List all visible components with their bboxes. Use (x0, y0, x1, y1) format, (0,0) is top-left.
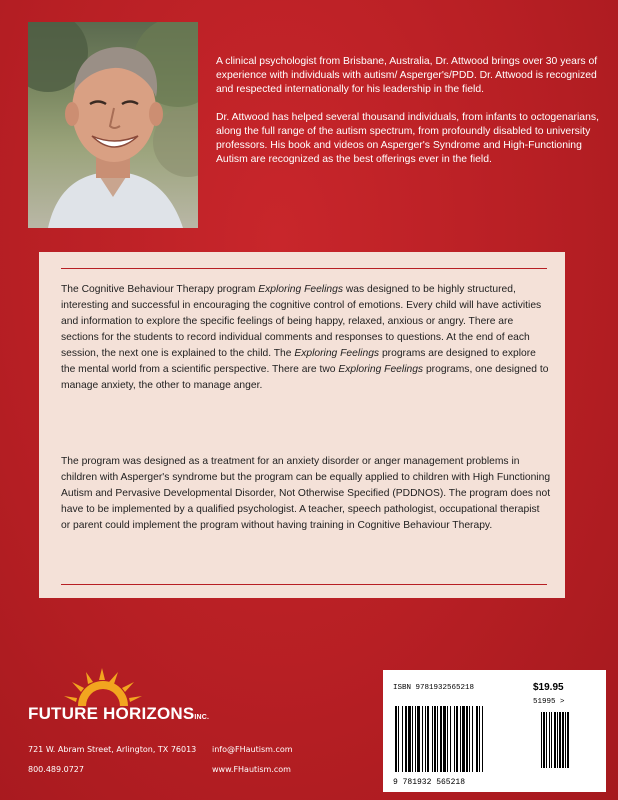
barcode-bar (434, 706, 436, 772)
barcode-bar (412, 706, 413, 772)
barcode-bar (450, 706, 451, 772)
barcode-bar (440, 706, 442, 772)
barcode-bar (427, 706, 429, 772)
barcode-addon-bar (554, 712, 556, 768)
text-span: programs, one designed to manage anxiety, the other to manage anger. (61, 364, 549, 391)
publisher-website[interactable]: www.FHautism.com (212, 765, 291, 774)
bio-paragraph-2: Dr. Attwood has helped several thousand individuals, from infants to octogenarians, along the full range of the autism spectrum, from profoundly disabled to university professors. His book and videos on Asperger's Syndrome and High-Functioning Autism are recognized as the best offerings ever in the field. (216, 112, 599, 165)
barcode-bar (456, 706, 458, 772)
text-span: The Cognitive Behaviour Therapy program (61, 284, 259, 295)
barcode-addon-bar (562, 712, 564, 768)
barcode-bar (469, 706, 470, 772)
barcode-bar (472, 706, 473, 772)
barcode-addon-bar (541, 712, 542, 768)
barcode-addon-bar (565, 712, 566, 768)
barcode-number: 9 781932 565218 (393, 778, 466, 787)
barcode-bar (408, 706, 411, 772)
author-bio (216, 55, 600, 181)
program-title: Exploring Feelings (294, 348, 380, 359)
author-photo (28, 22, 198, 228)
text-span: was designed to be highly structured, interesting and successful in encouraging the cognitive control of emotions. Every child will have activities and information to explore the specific feelings of being happy, relaxed, anxious or angry. There are sections for the students to record individual comments and responses to questions. At the end of each session, the next one is explained to the child. The (61, 284, 542, 359)
publisher-name (28, 704, 209, 724)
barcode-bar (479, 706, 480, 772)
barcode-bar (460, 706, 461, 772)
barcode-bar (422, 706, 423, 772)
publisher-address: 721 W. Abram Street, Arlington, TX 76013 (28, 745, 197, 754)
barcode-bar (443, 706, 446, 772)
barcode-bar (432, 706, 433, 772)
barcode-addon-bar (567, 712, 569, 768)
barcode-bar (466, 706, 468, 772)
bio-paragraph-1: A clinical psychologist from Brisbane, Australia, Dr. Attwood brings over 30 years of experience with individuals with autism/ Asperger's/PDD. Dr. Attwood is recognized and respected internationally for his leadership in the field. (216, 56, 598, 95)
sun-icon (58, 668, 148, 708)
barcode-bar (398, 706, 399, 772)
barcode-bar (454, 706, 455, 772)
publisher-suffix: INC. (194, 714, 210, 721)
barcode-addon-bar (551, 712, 552, 768)
barcode-bar (437, 706, 438, 772)
barcode-bar (482, 706, 483, 772)
barcode-label (383, 670, 606, 792)
price: $19.95 (533, 682, 564, 693)
description-panel (39, 252, 565, 598)
barcode-bar (402, 706, 403, 772)
panel-bottom-rule (61, 584, 547, 585)
panel-paragraph-2: The program was designed as a treatment for an anxiety disorder or anger management problems in children with Asperger's syndrome but the program can be equally applied to children with High Functioning Autism and Pervasive Developmental Disorder, Not Otherwise Specified (PDDNOS). The program does not have to be implemented by a qualified psychologist. A teacher, speech pathologist, occupational therapist or parent could implement the program without having training in Cognitive Behaviour Therapy. (61, 456, 551, 531)
publisher-email[interactable]: info@FHautism.com (212, 745, 293, 754)
barcode-addon-bar (549, 712, 550, 768)
barcode-bars (391, 706, 601, 776)
publisher-phone: 800.489.0727 (28, 765, 84, 774)
publisher-logo (28, 668, 258, 728)
barcode-bar (425, 706, 426, 772)
barcode-bar (417, 706, 420, 772)
isbn-text: ISBN 9781932565218 (393, 684, 475, 692)
barcode-bar (476, 706, 478, 772)
barcode-addon-bar (559, 712, 561, 768)
publisher-name-text: FUTURE HORIZONS (28, 704, 195, 723)
price-code: 51995 > (533, 698, 565, 706)
barcode-bar (447, 706, 448, 772)
barcode-addon-bar (543, 712, 545, 768)
barcode-bar (405, 706, 407, 772)
barcode-bar (415, 706, 416, 772)
barcode-bar (462, 706, 465, 772)
barcode-addon-bar (557, 712, 558, 768)
panel-paragraph-1 (61, 282, 551, 394)
barcode-bar (395, 706, 397, 772)
program-title: Exploring Feelings (338, 364, 424, 375)
panel-top-rule (61, 268, 547, 269)
text-span: programs are designed to explore the mental world from a scientific perspective. There are two (61, 348, 536, 375)
program-title: Exploring Feelings (258, 284, 343, 295)
barcode-addon-bar (546, 712, 547, 768)
